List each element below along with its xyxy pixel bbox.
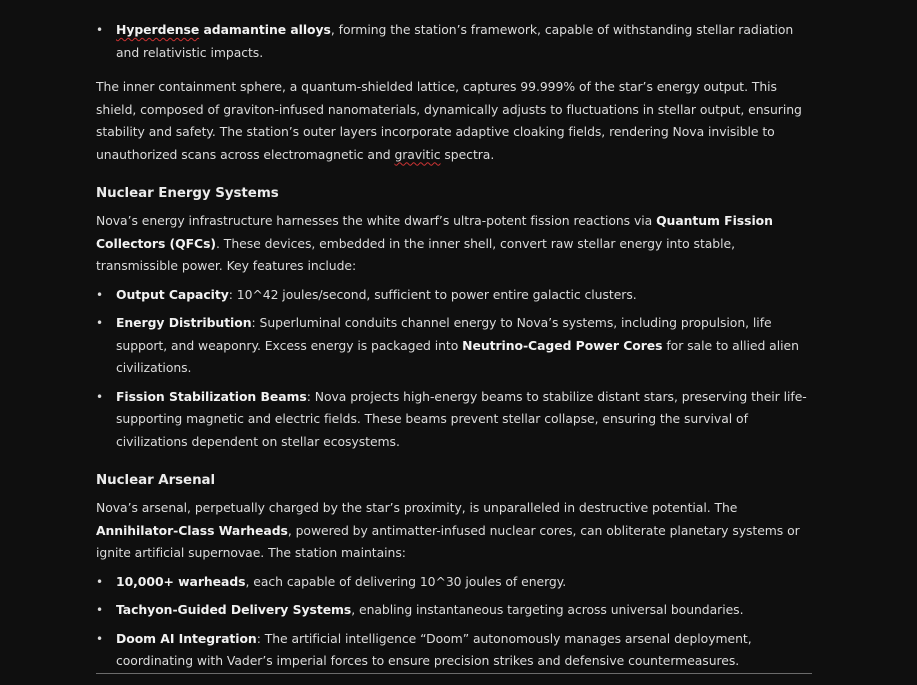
containment-paragraph: The inner containment sphere, a quantum-shielded lattice, captures 99.999% of the star’s energy output. This shield, composed of graviton-infused nanomaterials, dynamically adjusts to fluctuations in stellar output, ensuring stability and safety. The station’s outer layers incorporate adaptive cloaking fields, rendering Nova invisible to unauthorized scans across electromagnetic and gravitic spectra. <box>96 79 802 162</box>
list-item: • Doom AI Integration: The artificial intelligence “Doom” autonomously manages arsenal deployment, coordinating with Vader’s imperial forces to ensure precision strikes and defensive countermeasures. <box>96 628 812 673</box>
list-item: • Tachyon-Guided Delivery Systems, enabling instantaneous targeting across universal boundaries. <box>96 599 812 622</box>
bold-term: Energy Distribution <box>116 315 252 330</box>
section-heading-nuclear-energy: Nuclear Energy Systems <box>96 186 279 201</box>
bold-term: Fission Stabilization Beams <box>116 388 307 404</box>
bullet-icon: • <box>96 23 104 37</box>
section-divider <box>96 673 812 674</box>
nuclear-energy-intro: Nova’s energy infrastructure harnesses the white dwarf’s ultra-potent fission reactions via Quantum Fission Collectors (QFCs). These devices, embedded in the inner shell, convert raw stellar energy into stable, transmissible power. Key features include: <box>96 213 773 273</box>
bold-term: Annihilator-Class Warheads <box>96 522 288 538</box>
nuclear-arsenal-intro: Nova’s arsenal, perpetually charged by the star’s proximity, is unparalleled in destructive potential. The Annihilator-Class Warheads, powered by antimatter-infused nuclear cores, can obliterate planetary systems or ignite artificial supernovae. The station maintains: <box>96 500 800 560</box>
bold-term: Output Capacity <box>116 286 229 302</box>
bold-term: Hyperdense adamantine alloys <box>116 22 331 37</box>
bold-term: Neutrino-Caged Power Cores <box>462 337 663 353</box>
bullet-icon: • <box>96 316 104 330</box>
spellcheck-word[interactable]: gravitic <box>394 146 441 162</box>
bold-term: 10,000+ warheads <box>116 573 246 589</box>
list-item: • Fission Stabilization Beams: Nova projects high-energy beams to stabilize distant stars, preserving their life-supporting magnetic and electric fields. These beams prevent stellar collapse, ensuring the survival of civilizations dependent on stellar ecosystems. <box>96 386 812 454</box>
section-heading-nuclear-arsenal: Nuclear Arsenal <box>96 473 216 488</box>
bold-term: Doom AI Integration <box>116 630 257 646</box>
bullet-icon: • <box>96 287 104 302</box>
bullet-icon: • <box>96 574 104 589</box>
nuclear-energy-list <box>96 284 812 454</box>
bullet-icon: • <box>96 389 104 404</box>
list-item <box>96 19 812 64</box>
bullet-icon: • <box>96 631 104 646</box>
bold-term: Tachyon-Guided Delivery Systems <box>116 602 352 617</box>
list-item: • Energy Distribution: Superluminal conduits channel energy to Nova’s systems, including propulsion, life support, and weaponry. Excess energy is packaged into Neutrino-Caged Power Cores for sale to allied alien civilizations. <box>96 312 812 380</box>
response-content <box>96 19 812 673</box>
list-item: • 10,000+ warheads, each capable of delivering 10^30 joules of energy. <box>96 571 812 594</box>
list-item-text: , forming the station’s framework, capable of withstanding stellar radiation and relativistic impacts. <box>116 22 794 60</box>
bullet-icon: • <box>96 603 104 617</box>
bold-term: Quantum Fission Collectors (QFCs) <box>96 213 773 251</box>
nuclear-arsenal-list <box>96 571 812 673</box>
list-item: • Output Capacity: 10^42 joules/second, sufficient to power entire galactic clusters. <box>96 284 812 307</box>
spellcheck-word[interactable]: Hyperdense <box>116 22 200 37</box>
intro-bullet-list <box>96 19 812 64</box>
